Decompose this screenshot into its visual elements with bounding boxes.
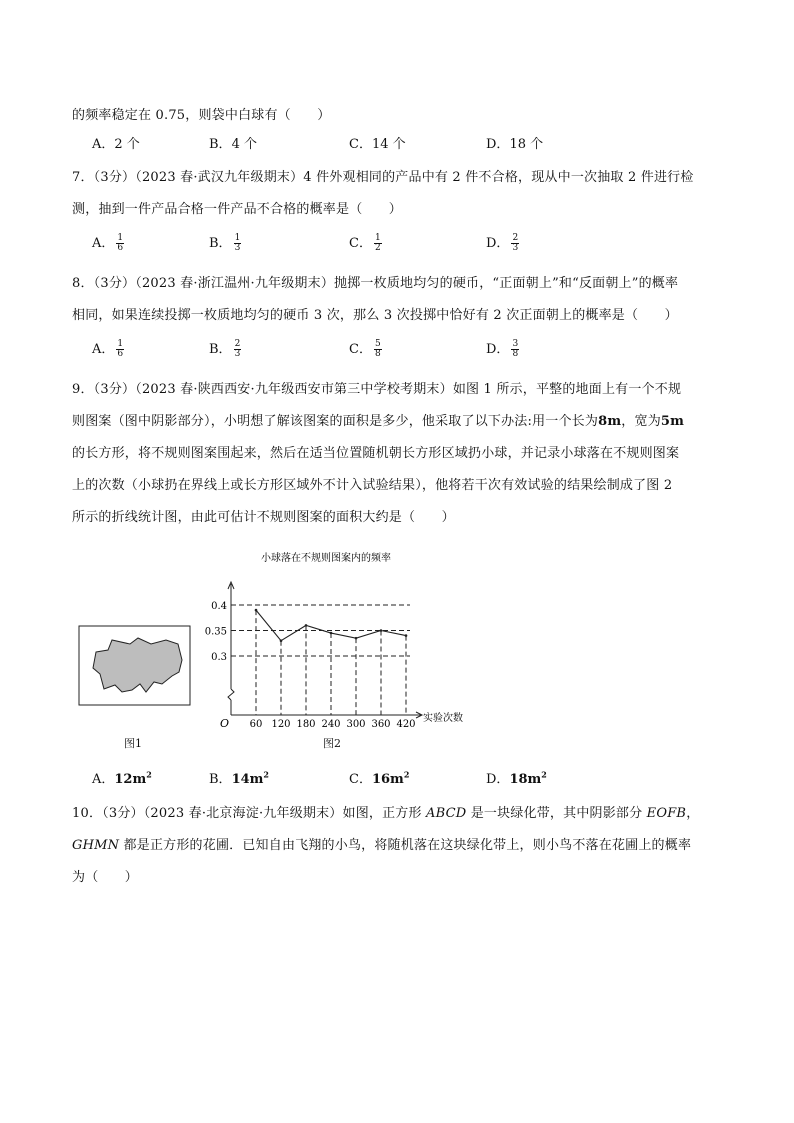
q6-option-a[interactable]: A．2 个	[92, 137, 140, 152]
q6-text: 的频率稳定在 0.75，则袋中白球有（ ）	[72, 108, 331, 123]
q9-line-1: 9．（3分）（2023 春·陕西西安·九年级西安市第三中学校考期末）如图 1 所示，平整的地面上有一个不规	[72, 382, 682, 397]
irregular-shaded-shape	[93, 638, 182, 692]
q9-line-2: 则图案（图中阴影部分），小明想了解该图案的面积是多少，他采取了以下办法:用一个长为8m，宽为5m	[72, 414, 685, 429]
q7-option-c[interactable]: C． $\frac{1}{2}$	[349, 233, 381, 253]
fraction: $\frac{2}{3}$	[234, 339, 241, 359]
q7-options	[92, 232, 712, 254]
q8-option-d[interactable]: D． $\frac{3}{8}$	[486, 339, 519, 359]
chart-title: 小球落在不规则图案内的频率	[261, 553, 391, 564]
axis-break-mark	[228, 689, 234, 700]
data-point-1	[280, 639, 283, 642]
y-tick-label: 0.3	[211, 652, 227, 663]
q8-line-2: 相同，如果连续投掷一枚质地均匀的硬币 3 次，那么 3 次投掷中恰好有 2 次正面朝上的概率是（ ）	[72, 308, 678, 323]
q7-option-b[interactable]: B． $\frac{1}{3}$	[209, 233, 241, 253]
x-tick-label: 240	[321, 719, 341, 730]
data-point-6	[405, 634, 408, 637]
q9-option-a[interactable]: A．$12m^2$	[92, 769, 152, 787]
q9-line-3: 的长方形，将不规则图案围起来，然后在适当位置随机朝长方形区域扔小球，并记录小球落在不规则图案	[72, 446, 680, 461]
q7-option-a[interactable]: A． $\frac{1}{6}$	[92, 233, 124, 253]
q7-line-2: 测，抽到一件产品合格一件产品不合格的概率是（ ）	[72, 202, 403, 217]
data-point-0	[255, 609, 258, 612]
q8-option-c[interactable]: C． $\frac{5}{8}$	[349, 339, 381, 359]
fraction: $\frac{1}{6}$	[117, 233, 124, 253]
fraction: $\frac{2}{3}$	[512, 233, 519, 253]
origin-label: O	[220, 717, 230, 730]
q7-option-d[interactable]: D． $\frac{2}{3}$	[486, 233, 519, 253]
x-tick-label: 120	[271, 719, 291, 730]
x-tick-label: 180	[296, 719, 316, 730]
q8-options	[92, 338, 712, 360]
q9-option-c[interactable]: C．$16m^2$	[349, 769, 410, 787]
q10-line-1: 10．（3分）（2023 春·北京海淀·九年级期末）如图，正方形 ABCD 是一块绿化带，其中阴影部分 EOFB，	[72, 806, 700, 821]
figure-1-diagram	[78, 622, 192, 708]
data-point-2	[305, 624, 308, 627]
data-point-4	[355, 637, 358, 640]
q8-line-1: 8．（3分）（2023 春·浙江温州·九年级期末）抛掷一枚质地均匀的硬币，“正面朝上”和“反面朝上”的概率	[72, 276, 679, 291]
q7-line-1: 7．（3分）（2023 春·武汉九年级期末）4 件外观相同的产品中有 2 件不合格，现从中一次抽取 2 件进行检	[72, 170, 694, 185]
data-point-5	[380, 629, 383, 632]
fraction: $\frac{1}{2}$	[374, 233, 381, 253]
q6-options	[92, 133, 712, 155]
fraction: $\frac{1}{3}$	[234, 233, 241, 253]
x-axis-label: 实验次数	[423, 713, 463, 724]
x-tick-label: 300	[346, 719, 366, 730]
fraction: $\frac{1}{6}$	[117, 339, 124, 359]
data-point-3	[330, 632, 333, 635]
x-tick-label: 420	[396, 719, 416, 730]
q9-line-4: 上的次数（小球扔在界线上或长方形区域外不计入试验结果），他将若干次有效试验的结果绘制成了图 2	[72, 478, 673, 493]
figure-2-label: 图2	[323, 737, 341, 750]
y-tick-label: 0.35	[204, 626, 227, 638]
y-tick-label: 0.4	[211, 601, 227, 612]
q10-line-3: 为（ ）	[72, 870, 139, 885]
q6-option-d[interactable]: D．18 个	[486, 137, 544, 152]
fraction: $\frac{3}{8}$	[512, 339, 519, 359]
q6-option-c[interactable]: C．14 个	[349, 137, 406, 152]
figure-1-label: 图1	[124, 737, 142, 750]
x-tick-label: 360	[371, 719, 391, 730]
q9-line-5: 所示的折线统计图，由此可估计不规则图案的面积大约是（ ）	[72, 510, 455, 525]
q9-options	[92, 768, 712, 790]
q8-option-b[interactable]: B． $\frac{2}{3}$	[209, 339, 241, 359]
q10-line-2: GHMN 都是正方形的花圃．已知自由飞翔的小鸟，将随机落在这块绿化带上，则小鸟不落在花圃上的概率	[72, 838, 692, 853]
q9-option-d[interactable]: D．$18m^2$	[486, 769, 547, 787]
q9-option-b[interactable]: B．$14m^2$	[209, 769, 269, 787]
x-tick-label: 60	[249, 719, 263, 730]
frequency-line-chart	[200, 548, 482, 732]
fraction: $\frac{5}{8}$	[374, 339, 381, 359]
q6-option-b[interactable]: B．4 个	[209, 137, 257, 152]
q8-option-a[interactable]: A． $\frac{1}{6}$	[92, 339, 124, 359]
